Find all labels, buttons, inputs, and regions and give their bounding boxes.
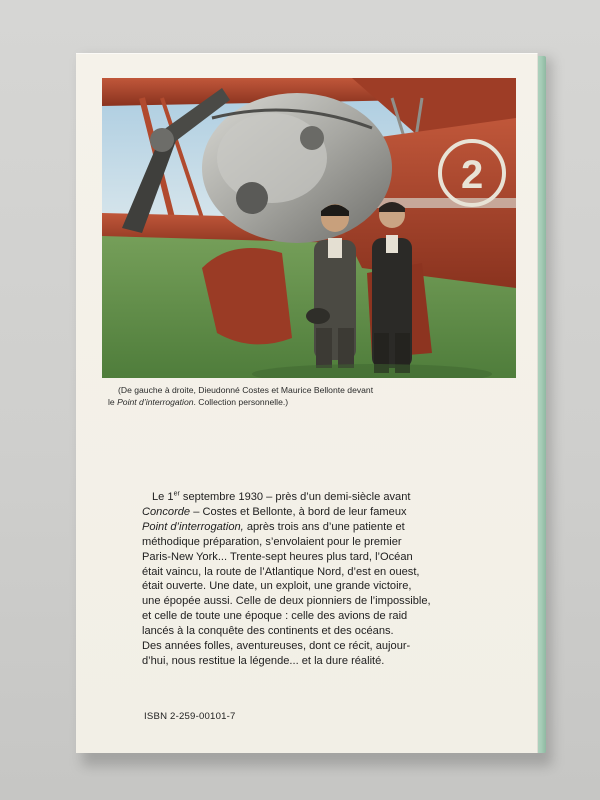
- caption-italic-title: Point d’interrogation: [117, 397, 194, 407]
- caption-text: le: [108, 397, 118, 407]
- blurb-italic: Point d’interrogation,: [142, 520, 244, 533]
- caption-line: [108, 397, 288, 407]
- blurb-line: Des années folles, aventureuses, dont ce récit, aujour-: [142, 640, 411, 653]
- photo-aviators-biplane: [102, 78, 516, 378]
- blurb-text: Le 1: [152, 491, 174, 503]
- blurb-line: lancés à la conquête des continents et des océans.: [142, 625, 394, 638]
- photo-illustration: [102, 78, 516, 378]
- back-cover-blurb: [142, 490, 526, 669]
- blurb-line: était vaincu, la route de l’Atlantique Nord, d’est en ouest,: [142, 565, 420, 578]
- caption-line: (De gauche à droite, Dieudonné Costes et Maurice Bellonte devant: [118, 385, 374, 395]
- blurb-line: et celle de toute une époque : celle des avions de raid: [142, 610, 408, 623]
- blurb-text: septembre 1930 – près d’un demi-siècle avant: [179, 491, 411, 503]
- caption-text: . Collection personnelle.): [193, 397, 289, 407]
- blurb-superscript: er: [173, 490, 180, 498]
- blurb-italic: Concorde: [142, 505, 191, 518]
- blurb-line: méthodique préparation, s’envolaient pour le premier: [142, 535, 402, 548]
- blurb-text: – Costes et Bellonte, à bord de leur fameux: [190, 505, 407, 518]
- blurb-text: après trois ans d’une patiente et: [243, 520, 405, 533]
- blurb-line: [142, 520, 526, 535]
- blurb-line: [142, 490, 526, 505]
- fuselage-number: 2: [461, 153, 484, 197]
- blurb-line: [142, 505, 526, 520]
- photo-caption: [108, 384, 518, 408]
- isbn-number: ISBN 2-259-00101-7: [144, 711, 236, 722]
- blurb-line: d’hui, nous restitue la légende... et la dure réalité.: [142, 654, 385, 667]
- book-back-cover: [76, 53, 538, 753]
- blurb-line: était ouverte. Une date, un exploit, une grande victoire,: [142, 580, 412, 593]
- blurb-line: une épopée aussi. Celle de deux pionniers de l’impossible,: [142, 595, 431, 608]
- blurb-line: Paris-New York... Trente-sept heures plus tard, l’Océan: [142, 550, 413, 563]
